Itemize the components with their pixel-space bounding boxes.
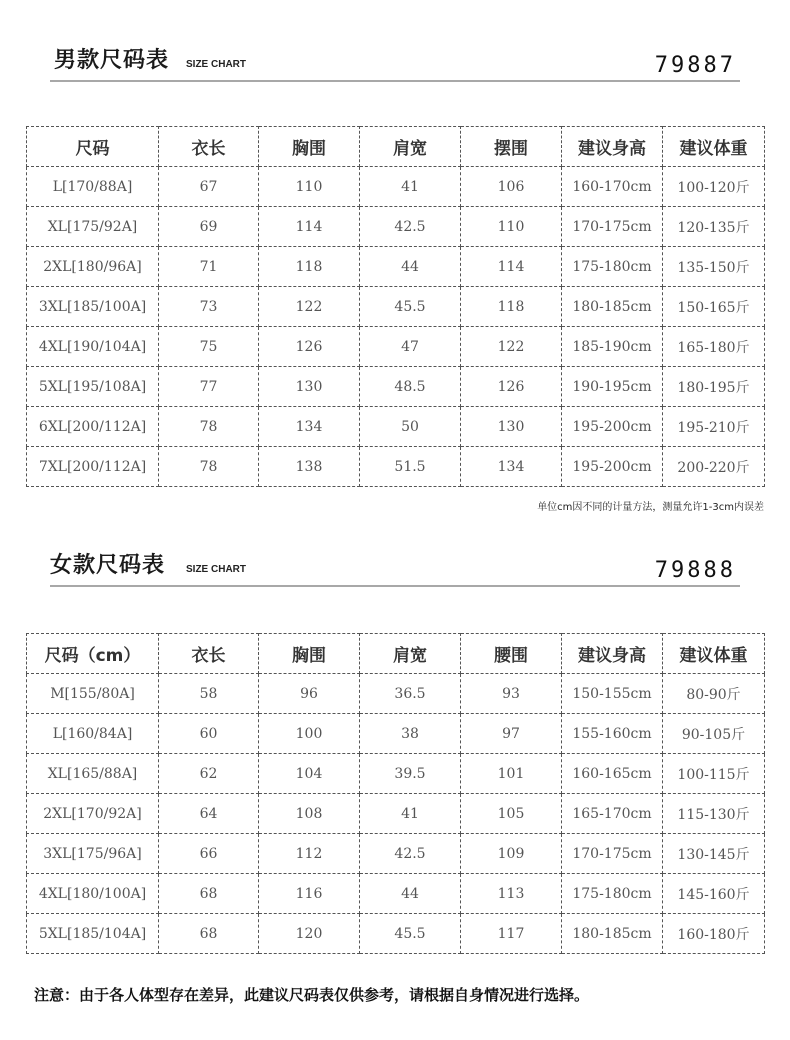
table-cell: 160-170cm [562,167,663,207]
table-cell: 36.5 [360,674,461,714]
table-cell: 69 [159,207,259,247]
table-cell: 67 [159,167,259,207]
table-cell: XL[165/88A] [27,754,159,794]
table-cell: 116 [259,874,360,914]
table-cell: 118 [259,247,360,287]
table-cell: 50 [360,407,461,447]
table-cell: 165-170cm [562,794,663,834]
table-cell: 60 [159,714,259,754]
men-table-body [27,167,765,487]
table-cell: 71 [159,247,259,287]
men-subtitle: SIZE CHART [186,59,246,70]
measurement-note: 单位cm因不同的计量方法，测量允许1-3cm内误差 [537,502,764,513]
column-header: 尺码（cm） [27,634,159,674]
men-header-divider [50,80,740,82]
table-cell: M[155/80A] [27,674,159,714]
table-row [27,207,765,247]
table-cell: 68 [159,874,259,914]
table-cell: 45.5 [360,287,461,327]
table-cell: 100 [259,714,360,754]
table-cell: 110 [461,207,562,247]
women-size-table [26,633,765,954]
table-cell: 180-195斤 [663,367,765,407]
table-cell: 113 [461,874,562,914]
table-cell: 180-185cm [562,287,663,327]
table-row [27,287,765,327]
column-header: 衣长 [159,634,259,674]
table-row [27,754,765,794]
table-cell: 134 [461,447,562,487]
table-cell: 96 [259,674,360,714]
column-header: 建议身高 [562,127,663,167]
table-cell: 120-135斤 [663,207,765,247]
women-table-body [27,674,765,954]
table-cell: 41 [360,794,461,834]
table-cell: 195-200cm [562,407,663,447]
table-cell: 130-145斤 [663,834,765,874]
column-header: 衣长 [159,127,259,167]
women-table-header-row [27,634,765,674]
table-cell: 77 [159,367,259,407]
table-cell: 66 [159,834,259,874]
table-row [27,874,765,914]
table-cell: 130 [461,407,562,447]
table-cell: 200-220斤 [663,447,765,487]
table-row [27,714,765,754]
table-cell: 58 [159,674,259,714]
table-cell: 2XL[180/96A] [27,247,159,287]
table-cell: 135-150斤 [663,247,765,287]
table-cell: 195-210斤 [663,407,765,447]
table-cell: 115-130斤 [663,794,765,834]
table-cell: 150-165斤 [663,287,765,327]
table-cell: 90-105斤 [663,714,765,754]
table-cell: 117 [461,914,562,954]
table-cell: 120 [259,914,360,954]
table-cell: 175-180cm [562,874,663,914]
table-row [27,327,765,367]
table-cell: 175-180cm [562,247,663,287]
table-cell: 6XL[200/112A] [27,407,159,447]
table-cell: 97 [461,714,562,754]
column-header: 建议体重 [663,634,765,674]
table-cell: 112 [259,834,360,874]
table-cell: 101 [461,754,562,794]
table-cell: 126 [259,327,360,367]
table-row [27,834,765,874]
table-cell: 170-175cm [562,207,663,247]
table-cell: 4XL[190/104A] [27,327,159,367]
table-cell: 44 [360,874,461,914]
table-cell: 118 [461,287,562,327]
table-cell: 185-190cm [562,327,663,367]
table-cell: 170-175cm [562,834,663,874]
table-cell: 80-90斤 [663,674,765,714]
table-cell: 41 [360,167,461,207]
table-cell: 155-160cm [562,714,663,754]
column-header: 尺码 [27,127,159,167]
table-cell: 195-200cm [562,447,663,487]
column-header: 摆围 [461,127,562,167]
table-cell: 190-195cm [562,367,663,407]
table-cell: 78 [159,407,259,447]
table-cell: 39.5 [360,754,461,794]
table-cell: 160-180斤 [663,914,765,954]
table-cell: XL[175/92A] [27,207,159,247]
table-cell: 75 [159,327,259,367]
table-cell: 108 [259,794,360,834]
table-row [27,167,765,207]
table-row [27,914,765,954]
table-cell: 138 [259,447,360,487]
table-cell: L[160/84A] [27,714,159,754]
table-cell: 180-185cm [562,914,663,954]
table-cell: 104 [259,754,360,794]
table-cell: 5XL[195/108A] [27,367,159,407]
men-style-code: 79887 [654,53,736,78]
table-row [27,407,765,447]
women-header [50,540,740,587]
women-title: 女款尺码表 [50,553,166,578]
table-cell: 68 [159,914,259,954]
footer-notice: 注意：由于各人体型存在差异，此建议尺码表仅供参考，请根据自身情况进行选择。 [34,986,590,1004]
table-row [27,247,765,287]
table-cell: 114 [461,247,562,287]
table-cell: 4XL[180/100A] [27,874,159,914]
table-cell: 160-165cm [562,754,663,794]
table-cell: 42.5 [360,207,461,247]
table-cell: 73 [159,287,259,327]
table-cell: 114 [259,207,360,247]
table-cell: 7XL[200/112A] [27,447,159,487]
men-header [50,34,740,82]
table-cell: 150-155cm [562,674,663,714]
column-header: 肩宽 [360,127,461,167]
table-cell: 110 [259,167,360,207]
table-cell: 51.5 [360,447,461,487]
table-cell: 5XL[185/104A] [27,914,159,954]
column-header: 建议身高 [562,634,663,674]
column-header: 肩宽 [360,634,461,674]
table-row [27,367,765,407]
table-cell: 100-120斤 [663,167,765,207]
table-cell: 165-180斤 [663,327,765,367]
table-cell: 105 [461,794,562,834]
table-cell: 47 [360,327,461,367]
table-cell: 38 [360,714,461,754]
table-cell: 78 [159,447,259,487]
table-cell: 106 [461,167,562,207]
table-cell: 42.5 [360,834,461,874]
women-header-divider [50,585,740,587]
men-table-header-row [27,127,765,167]
column-header: 腰围 [461,634,562,674]
table-cell: 3XL[175/96A] [27,834,159,874]
table-cell: 3XL[185/100A] [27,287,159,327]
column-header: 建议体重 [663,127,765,167]
men-title: 男款尺码表 [54,48,170,73]
table-cell: 44 [360,247,461,287]
table-cell: 45.5 [360,914,461,954]
table-cell: 109 [461,834,562,874]
table-cell: 122 [259,287,360,327]
table-row [27,674,765,714]
table-cell: 93 [461,674,562,714]
women-style-code: 79888 [654,558,736,583]
table-cell: 100-115斤 [663,754,765,794]
table-cell: 62 [159,754,259,794]
table-cell: 48.5 [360,367,461,407]
table-cell: 64 [159,794,259,834]
table-cell: 122 [461,327,562,367]
table-cell: 2XL[170/92A] [27,794,159,834]
table-cell: L[170/88A] [27,167,159,207]
table-cell: 145-160斤 [663,874,765,914]
table-row [27,447,765,487]
men-size-table [26,126,765,487]
column-header: 胸围 [259,127,360,167]
table-cell: 134 [259,407,360,447]
table-row [27,794,765,834]
women-subtitle: SIZE CHART [186,564,246,575]
table-cell: 130 [259,367,360,407]
table-cell: 126 [461,367,562,407]
column-header: 胸围 [259,634,360,674]
